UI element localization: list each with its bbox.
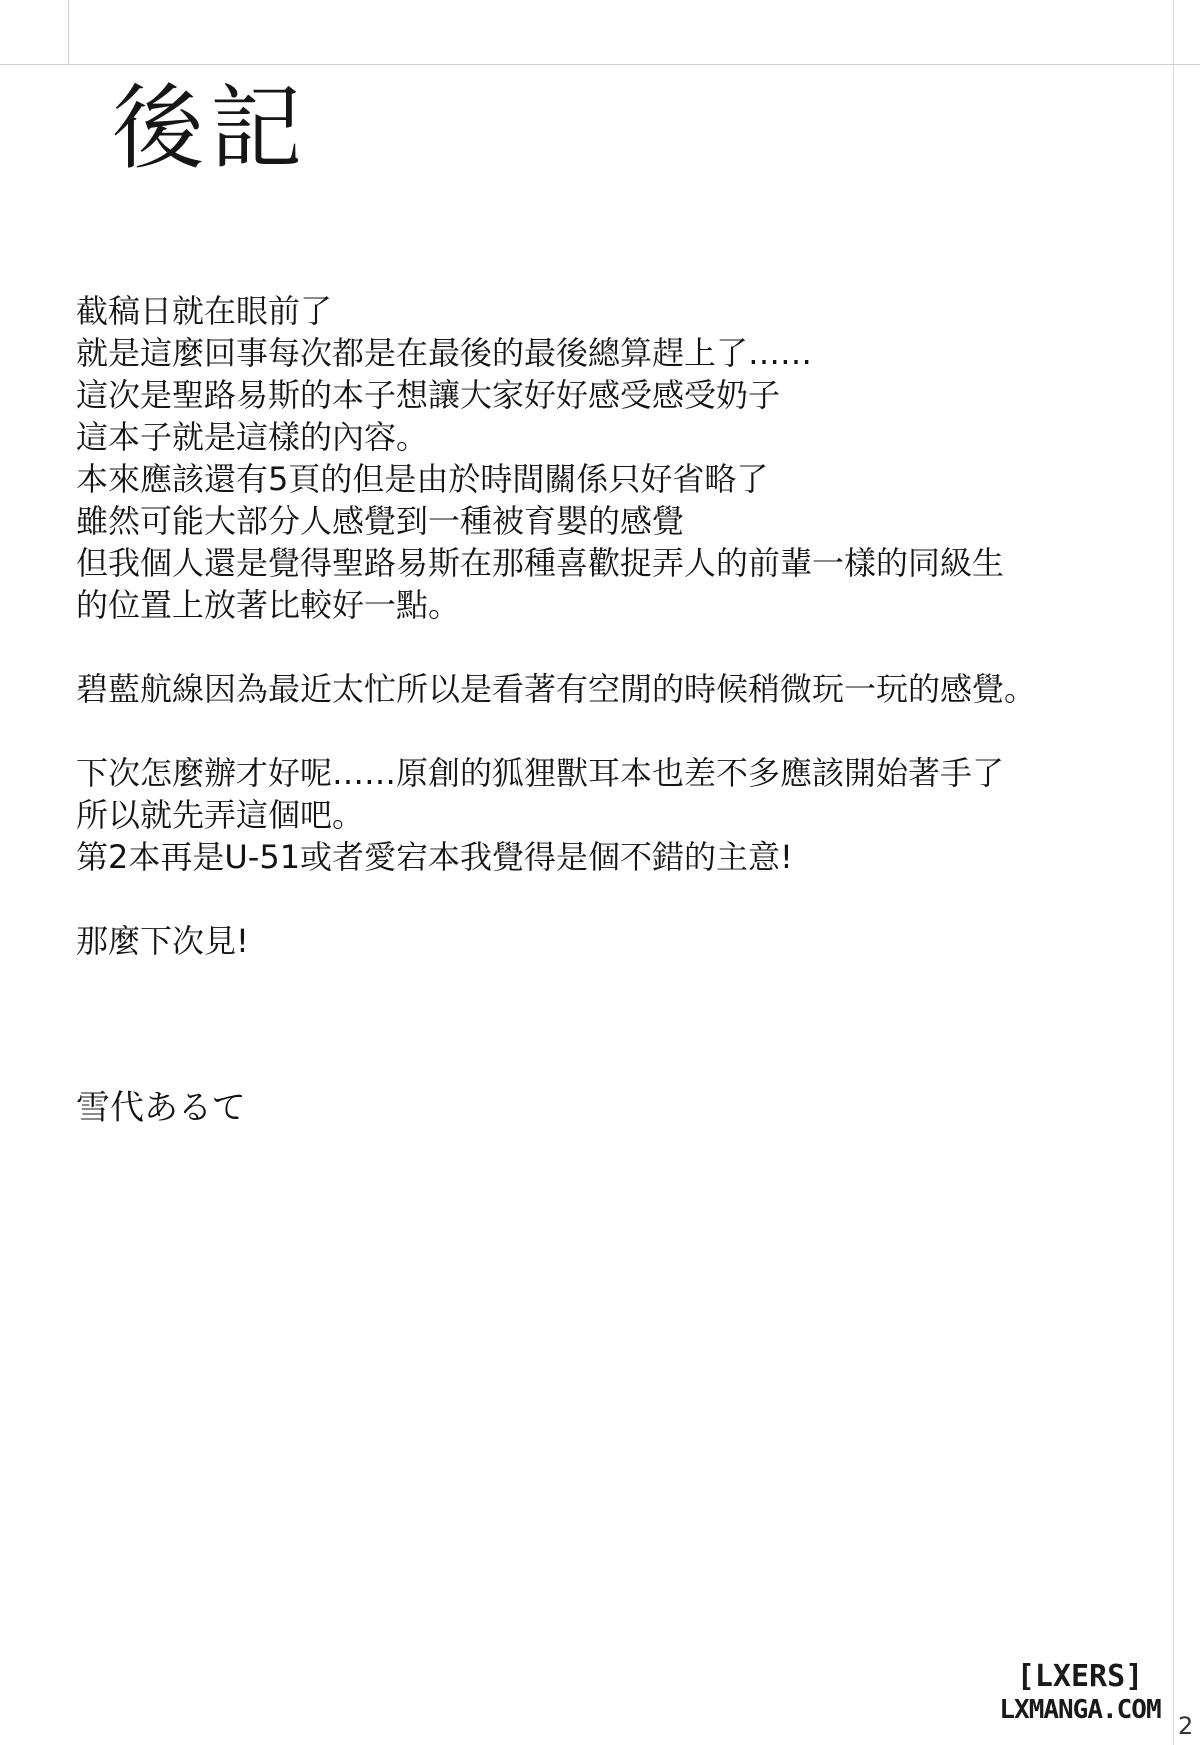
body-line: 所以就先弄這個吧。 (76, 796, 365, 834)
body-line: 下次怎麼辦才好呢……原創的狐狸獸耳本也差不多應該開始著手了 (76, 754, 1005, 792)
body-line: 這本子就是這樣的內容。 (76, 418, 429, 456)
body-line: 碧藍航線因為最近太忙所以是看著有空閒的時候稍微玩一玩的感覺。 (76, 670, 1037, 708)
body-line: 第2本再是U-51或者愛宕本我覺得是個不錯的主意! (76, 838, 793, 876)
watermark-site: LXMANGA.COM (999, 1695, 1161, 1725)
page-number: 2 (1178, 1712, 1194, 1740)
page-title: 後記 (112, 75, 309, 182)
author-signature: 雪代あるて (76, 1088, 246, 1128)
scan-edge-top (0, 64, 1200, 65)
body-line: 就是這麼回事每次都是在最後的最後總算趕上了…… (76, 334, 813, 372)
scan-edge-right (1173, 0, 1174, 1745)
body-line: 這次是聖路易斯的本子想讓大家好好感受感受奶子 (76, 376, 781, 414)
watermark (995, 1660, 1165, 1726)
body-line: 的位置上放著比較好一點。 (76, 586, 461, 624)
body-line: 但我個人還是覺得聖路易斯在那種喜歡捉弄人的前輩一樣的同級生 (76, 544, 1005, 582)
paragraph-gap (76, 878, 1156, 920)
watermark-group-name: [LXERS] (1016, 1659, 1144, 1694)
paragraph-gap (76, 626, 1156, 668)
paragraph-gap (76, 710, 1156, 752)
body-line: 本來應該還有5頁的但是由於時間關係只好省略了 (76, 460, 769, 498)
afterword-body (76, 290, 1156, 962)
scan-edge-left (68, 0, 69, 64)
body-line: 那麼下次見! (76, 922, 249, 960)
body-line: 雖然可能大部分人感覺到一種被育嬰的感覺 (76, 502, 685, 540)
body-line: 截稿日就在眼前了 (76, 292, 333, 330)
